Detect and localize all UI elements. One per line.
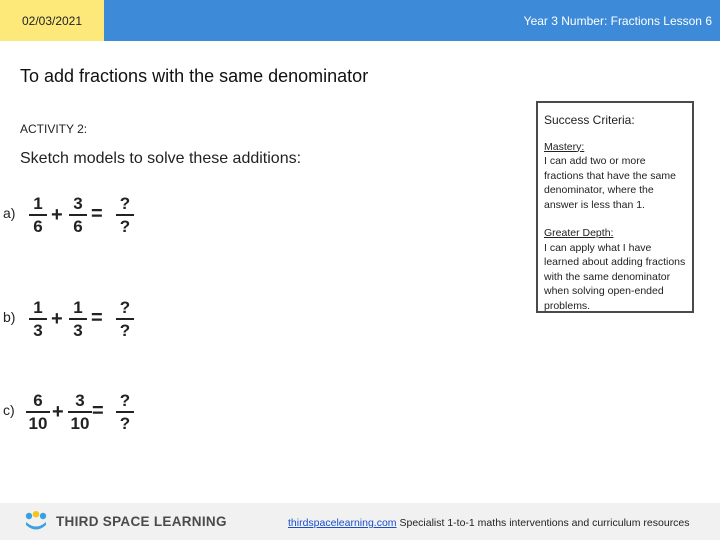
numerator: 3 [73, 194, 83, 213]
denominator: 10 [28, 414, 48, 433]
fraction-answer [116, 391, 134, 433]
fraction-bar [26, 411, 50, 413]
page-title: To add fractions with the same denominator [20, 66, 369, 86]
fraction-bar [116, 214, 134, 216]
denominator: 6 [73, 217, 83, 236]
fraction-bar [68, 411, 92, 413]
fraction-bar [116, 318, 134, 320]
problem-label: a) [3, 205, 16, 221]
success-criteria-box [536, 101, 694, 313]
numerator: 1 [33, 194, 43, 213]
denominator: ? [119, 217, 131, 236]
website-link[interactable]: thirdspacelearning.com [288, 517, 397, 529]
denominator: 3 [33, 321, 43, 340]
denominator: 6 [33, 217, 43, 236]
numerator: ? [119, 194, 131, 213]
numerator: ? [119, 298, 131, 317]
success-criteria-title: Success Criteria: [544, 113, 635, 127]
fraction-addend-2 [69, 194, 87, 236]
fraction-bar [29, 214, 47, 216]
logo-icon [24, 511, 48, 531]
denominator: ? [119, 414, 131, 433]
activity-label: ACTIVITY 2: [20, 122, 88, 136]
denominator: 3 [73, 321, 83, 340]
denominator: 10 [70, 414, 90, 433]
problem-label: c) [3, 402, 15, 418]
footer [0, 503, 720, 540]
fraction-bar [29, 318, 47, 320]
mastery-text: I can add two or more fractions that have the same denominator, where the answer is less than 1. [544, 155, 676, 211]
third-space-learning-logo [24, 511, 227, 531]
fraction-addend-1 [26, 391, 50, 433]
fraction-bar [69, 318, 87, 320]
greater-depth-text: I can apply what I have learned about adding fractions with the same denominator when solving open-ended problems. [544, 241, 686, 312]
header-bar [0, 0, 720, 41]
footer-tagline: Specialist 1-to-1 maths interventions and curriculum resources [399, 517, 690, 529]
problem-label: b) [3, 309, 16, 325]
fraction-answer [116, 194, 134, 236]
logo-text: THIRD SPACE LEARNING [56, 513, 227, 529]
fraction-addend-2 [68, 391, 92, 433]
fraction-bar [69, 214, 87, 216]
criteria-spacer [544, 212, 686, 226]
equals-sign: = [92, 400, 104, 422]
equals-sign: = [91, 203, 103, 225]
fraction-answer [116, 298, 134, 340]
date-label: 02/03/2021 [0, 0, 104, 41]
fraction-bar [116, 411, 134, 413]
fraction-addend-1 [29, 298, 47, 340]
fraction-addend-1 [29, 194, 47, 236]
plus-sign: + [51, 204, 63, 226]
numerator: 6 [33, 391, 43, 410]
activity-instruction: Sketch models to solve these additions: [20, 150, 302, 167]
fraction-addend-2 [69, 298, 87, 340]
plus-sign: + [51, 308, 63, 330]
lesson-title: Year 3 Number: Fractions Lesson 6 [523, 13, 712, 28]
plus-sign: + [52, 401, 64, 423]
numerator: 1 [33, 298, 43, 317]
footer-text [288, 517, 690, 529]
numerator: ? [119, 391, 131, 410]
equals-sign: = [91, 307, 103, 329]
numerator: 3 [75, 391, 85, 410]
numerator: 1 [73, 298, 83, 317]
denominator: ? [119, 321, 131, 340]
greater-depth-heading: Greater Depth: [544, 227, 614, 239]
mastery-heading: Mastery: [544, 140, 585, 153]
